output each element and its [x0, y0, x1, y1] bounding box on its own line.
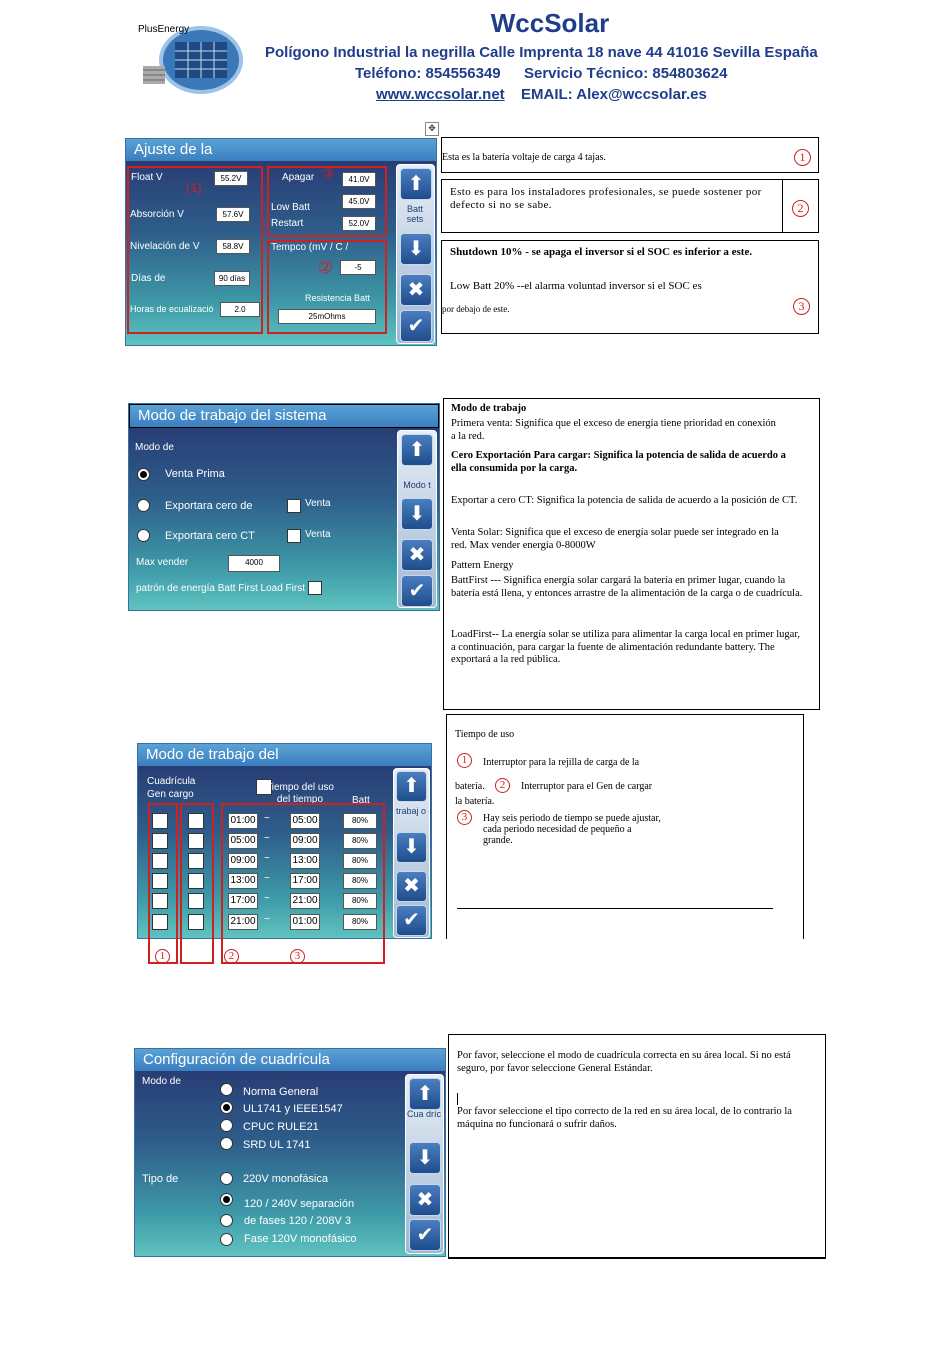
shutdown-input[interactable]: 41.0V — [342, 172, 376, 187]
lowbatt-label: Low Batt — [271, 202, 310, 213]
sell-label-1: Venta — [305, 498, 331, 509]
equalization-label: Nivelación de V — [130, 241, 200, 252]
radio-srd-ul1741[interactable] — [220, 1137, 233, 1150]
hours-label: Horas de ecualizació — [130, 304, 214, 314]
restart-input[interactable]: 52.0V — [342, 216, 376, 231]
radio-cpuc-rule21[interactable] — [220, 1119, 233, 1132]
resist-label: Resistencia Batt — [305, 293, 371, 303]
sell-label-2: Venta — [305, 529, 331, 540]
panel-title: Configuración de cuadrícula — [135, 1049, 445, 1071]
grid-type-label: Tipo de — [142, 1173, 179, 1185]
desc-title: Tiempo de uso — [455, 729, 515, 740]
marker-1: (1) — [186, 180, 202, 195]
slot-separator: ~ — [264, 914, 270, 925]
absorption-input[interactable]: 57.6V — [216, 207, 250, 222]
energy-pattern-label: patrón de energía Batt First Load First — [136, 583, 305, 594]
opt-zero-ct: Exportara cero CT — [165, 530, 255, 542]
slot-start-time[interactable]: 13:00 — [228, 873, 258, 889]
up-arrow-icon[interactable]: ⬆ — [400, 168, 432, 200]
radio-zero-ct[interactable] — [137, 529, 150, 542]
confirm-check-icon[interactable]: ✔ — [396, 905, 427, 936]
float-input[interactable]: 55.2V — [214, 171, 248, 186]
note-number-2: 2 — [495, 778, 510, 793]
opt-120v-single: Fase 120V monofásico — [244, 1233, 357, 1245]
grid-charge-checkbox[interactable] — [152, 893, 168, 909]
slot-separator: ~ — [264, 813, 270, 824]
gen-charge-checkbox[interactable] — [188, 914, 204, 930]
marker-1: 1 — [155, 949, 170, 964]
resist-input[interactable]: 25mOhms — [278, 309, 376, 324]
slot-start-time[interactable]: 09:00 — [228, 853, 258, 869]
mode-label: Modo de — [135, 442, 174, 453]
battery-desc-2: Esto es para los instaladores profesionales, se puede sostener por defecto si no se sabe. 2 — [441, 179, 819, 233]
lowbatt-input[interactable]: 45.0V — [342, 194, 376, 209]
cancel-icon[interactable]: ✖ — [396, 871, 427, 902]
radio-general-standard[interactable] — [220, 1083, 233, 1096]
slot-batt-percent[interactable]: 80% — [343, 833, 377, 849]
down-arrow-icon[interactable]: ⬇ — [409, 1142, 441, 1174]
panel-title: Modo de trabajo del sistema — [129, 404, 439, 428]
up-arrow-icon[interactable]: ⬆ — [401, 434, 433, 466]
radio-120-240-split[interactable] — [220, 1193, 233, 1206]
radio-220v-single[interactable] — [220, 1172, 233, 1185]
radio-first-sale[interactable] — [137, 468, 150, 481]
marker-2: ② — [318, 258, 334, 277]
down-arrow-icon[interactable]: ⬇ — [400, 233, 432, 265]
slot-separator: ~ — [264, 893, 270, 904]
max-sell-label: Max vender — [136, 557, 189, 568]
solar-sell-checkbox-2[interactable] — [287, 529, 301, 543]
slot-batt-percent[interactable]: 80% — [343, 893, 377, 909]
desc-title: Modo de trabajo — [451, 403, 527, 414]
shutdown-label: Apagar — [282, 172, 315, 183]
radio-ul1741[interactable] — [220, 1101, 233, 1114]
gen-charge-checkbox[interactable] — [188, 853, 204, 869]
grid-charge-checkbox[interactable] — [152, 873, 168, 889]
battery-desc-1: Esta es la batería voltaje de carga 4 tajas. 1 — [441, 137, 819, 173]
cancel-icon[interactable]: ✖ — [409, 1184, 441, 1216]
opt-first-sale: Venta Prima — [165, 468, 225, 480]
absorption-label: Absorción V — [130, 209, 184, 220]
opt-220v-single: 220V monofásica — [243, 1173, 328, 1185]
opt-zero-export: Exportara cero de — [165, 500, 253, 512]
down-arrow-icon[interactable]: ⬇ — [396, 832, 427, 863]
opt-srd-ul1741: SRD UL 1741 — [243, 1139, 311, 1151]
equalization-input[interactable]: 58.8V — [216, 239, 250, 254]
grid-column-label: Cuadrícula — [147, 776, 196, 787]
move-handle-icon[interactable]: ✥ — [425, 122, 439, 136]
grid-mode-label: Modo de — [142, 1076, 181, 1087]
panel-title: Ajuste de la — [126, 139, 436, 161]
company-name: WccSolar — [490, 8, 610, 38]
days-input[interactable]: 90 días — [214, 271, 250, 286]
slot-separator: ~ — [264, 833, 270, 844]
radio-120v-single[interactable] — [220, 1233, 233, 1246]
opt-120-240-split: 120 / 240V separación — [244, 1198, 355, 1210]
slot-separator: ~ — [264, 853, 270, 864]
slot-end-time[interactable]: 21:00 — [290, 893, 320, 909]
opt-120-208-3ph: de fases 120 / 208V 3 — [244, 1215, 352, 1227]
note-number-1: 1 — [457, 753, 472, 768]
confirm-check-icon[interactable]: ✔ — [400, 310, 432, 342]
max-sell-input[interactable]: 4000 — [228, 555, 280, 572]
cancel-icon[interactable]: ✖ — [400, 274, 432, 306]
side-label: Modo t — [403, 480, 431, 490]
slot-start-time[interactable]: 17:00 — [228, 893, 258, 909]
float-label: Float V — [131, 172, 163, 183]
slot-batt-percent[interactable]: 80% — [343, 853, 377, 869]
company-phone: Teléfono: 854556349 — [355, 65, 501, 82]
logo-text: PlusEnergy — [138, 24, 190, 35]
gen-charge-checkbox[interactable] — [188, 813, 204, 829]
slot-batt-percent[interactable]: 80% — [343, 873, 377, 889]
down-arrow-icon[interactable]: ⬇ — [401, 498, 433, 530]
gen-charge-checkbox[interactable] — [188, 873, 204, 889]
company-website-link[interactable]: www.wccsolar.net — [376, 86, 505, 103]
opt-general-standard: Norma General — [243, 1086, 319, 1098]
opt-ul1741: UL1741 y IEEE1547 — [243, 1103, 343, 1115]
note-number-1: 1 — [794, 149, 811, 166]
slot-start-time[interactable]: 01:00 — [228, 813, 258, 829]
hours-input[interactable]: 2.0 — [220, 302, 260, 317]
marker-2: 2 — [224, 949, 239, 964]
slot-end-time[interactable]: 13:00 — [290, 853, 320, 869]
note-number-3: 3 — [457, 810, 472, 825]
time-column-label: Tiempo del uso del tiempo — [266, 782, 334, 805]
slot-end-time[interactable]: 17:00 — [290, 873, 320, 889]
note-number-2: 2 — [792, 200, 809, 217]
tempco-label: Tempco (mV / C / — [271, 242, 349, 253]
slot-batt-percent[interactable]: 80% — [343, 914, 377, 930]
radio-120-208-3ph[interactable] — [220, 1214, 233, 1227]
marker-3: ③ — [322, 165, 335, 181]
up-arrow-icon[interactable]: ⬆ — [396, 771, 427, 802]
side-label: trabaj o — [395, 806, 427, 816]
marker-3: 3 — [290, 949, 305, 964]
slot-separator: ~ — [264, 873, 270, 884]
grid-charge-checkbox[interactable] — [152, 833, 168, 849]
days-label: Días de — [131, 273, 166, 284]
grid-config-desc: Por favor, seleccione el modo de cuadrícula correcta en su área local. Si no está seguro, por favor seleccione General Estándar. Por favor seleccione el tipo correcto de la red en su área local, de lo contrario la máquina no funcionará o sufrir daños. — [448, 1034, 826, 1259]
confirm-check-icon[interactable]: ✔ — [409, 1219, 441, 1251]
note-number-3: 3 — [793, 298, 810, 315]
up-arrow-icon[interactable]: ⬆ — [409, 1078, 441, 1110]
radio-zero-export[interactable] — [137, 499, 150, 512]
tempco-input[interactable]: -5 — [340, 260, 376, 275]
text-cursor — [457, 1093, 458, 1105]
restart-label: Restart — [271, 218, 304, 229]
slot-batt-percent[interactable]: 80% — [343, 813, 377, 829]
slot-start-time[interactable]: 05:00 — [228, 833, 258, 849]
gen-charge-checkbox[interactable] — [188, 893, 204, 909]
panel-title: Modo de trabajo del — [138, 744, 431, 766]
grid-charge-checkbox[interactable] — [152, 914, 168, 930]
company-email: EMAIL: Alex@wccsolar.es — [521, 86, 707, 103]
company-tech-phone: Servicio Técnico: 854803624 — [524, 65, 728, 82]
gen-charge-checkbox[interactable] — [188, 833, 204, 849]
opt-cpuc-rule21: CPUC RULE21 — [243, 1121, 319, 1133]
slot-end-time[interactable]: 01:00 — [290, 914, 320, 930]
gen-column-label: Gen cargo — [147, 789, 194, 800]
time-of-use-desc: Tiempo de uso 1 Interruptor para la rejilla de carga de la batería. 2 Interruptor para el Gen de cargar la batería. 3 Hay seis periodo de tiempo se puede ajustar, cada periodo necesidad de pequeño a grande. — [446, 714, 804, 939]
slot-start-time[interactable]: 21:00 — [228, 914, 258, 930]
slot-end-time[interactable]: 09:00 — [290, 833, 320, 849]
grid-charge-checkbox[interactable] — [152, 853, 168, 869]
side-label: Cua dríc — [406, 1109, 441, 1119]
company-address: Polígono Industrial la negrilla Calle Imprenta 18 nave 44 41016 Sevilla España — [265, 44, 818, 61]
solar-sell-checkbox-1[interactable] — [287, 499, 301, 513]
slot-end-time[interactable]: 05:00 — [290, 813, 320, 829]
energy-pattern-checkbox[interactable] — [308, 581, 322, 595]
confirm-check-icon[interactable]: ✔ — [401, 575, 433, 607]
grid-charge-checkbox[interactable] — [152, 813, 168, 829]
work-mode-desc: Modo de trabajo Primera venta: Significa que el exceso de energía tiene prioridad en conexión a la red. Cero Exportación Para cargar: Significa la potencia de salida de acuerdo a ella consumida por la carga. Exportar a cero CT: Significa la potencia de salida de acuerdo a la posición de CT. Venta Solar: Significa que el exceso de energía solar puede ser integrado en la red. Max vender energía 0-8000W Pattern Energy BattFirst --- Significa energía solar cargará la batería en primer lugar, cuando la batería está llena, y entonces arrastre de la alimentación de la carga o de cuadrícula. LoadFirst-- La energía solar se utiliza para alimentar la carga local en primer lugar, a continuación, para cargar la fuente de alimentación redundante battery. The exportará a la red pública. — [443, 398, 820, 710]
cancel-icon[interactable]: ✖ — [401, 539, 433, 571]
batt-column-label: Batt — [352, 795, 370, 806]
side-label: Batt sets — [406, 204, 424, 224]
battery-desc-3: Shutdown 10% - se apaga el inversor si el SOC es inferior a este. Low Batt 20% --el alarma voluntad inversor si el SOC es por debajo de este. 3 — [441, 240, 819, 334]
